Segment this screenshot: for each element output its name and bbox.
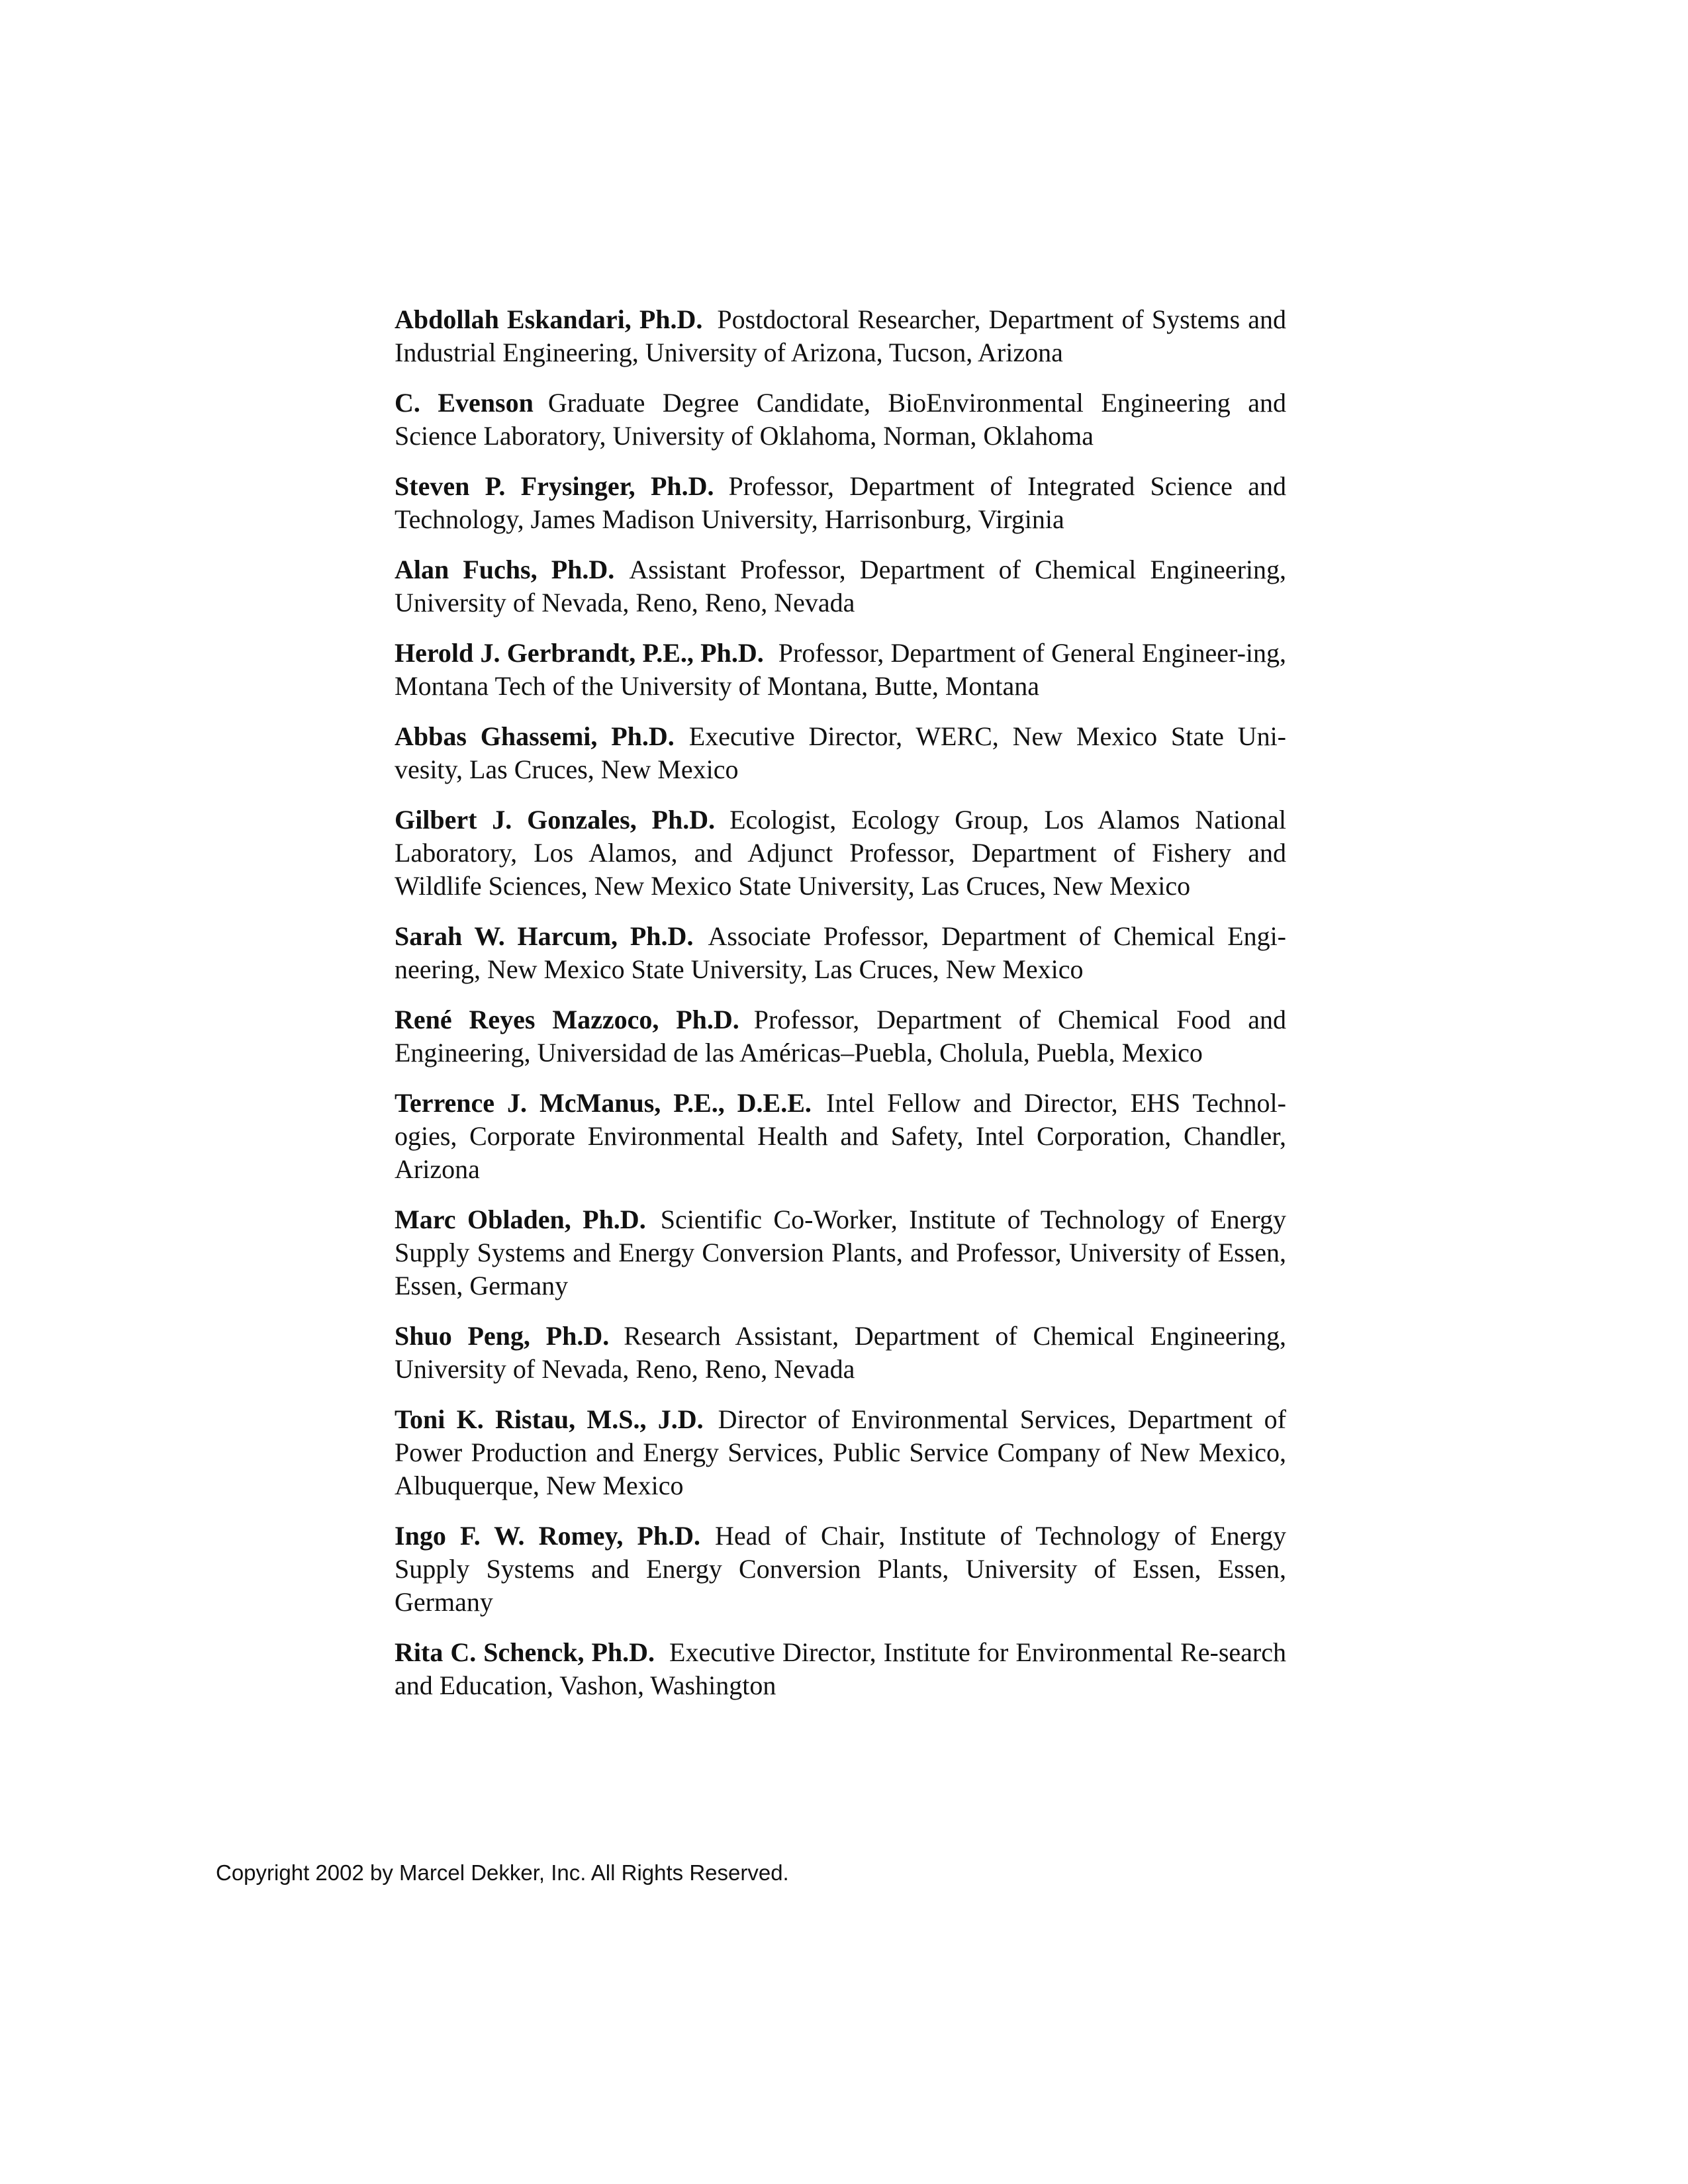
- contributor-list: [395, 303, 1286, 1719]
- contributor-name: Shuo Peng, Ph.D.: [395, 1321, 610, 1351]
- contributor-affiliation: Ecologist, Ecology Group, Los Alamos National Laboratory, Los Alamos, and Adjunct Professor, Department of Fishery and Wildlife Sciences, New Mexico State University, Las Cruces, New Mexico: [395, 805, 1287, 901]
- contributor-name: René Reyes Mazzoco, Ph.D.: [395, 1005, 739, 1034]
- contributor-name: Herold J. Gerbrandt, P.E., Ph.D.: [395, 638, 764, 668]
- contributor-entry: [395, 303, 1286, 369]
- contributor-name: Ingo F. W. Romey, Ph.D.: [395, 1521, 701, 1551]
- contributor-entry: [395, 920, 1286, 986]
- contributor-name: C. Evenson: [395, 388, 534, 418]
- contributor-affiliation: Assistant Professor, Department of Chemical Engineering, University of Nevada, Reno, Reno, Nevada: [395, 555, 1286, 617]
- contributor-entry: [395, 1403, 1286, 1502]
- contributor-affiliation: Director of Environmental Services, Department of Power Production and Energy Services, Public Service Company of New Mexico, Albuquerque, New Mexico: [395, 1404, 1286, 1500]
- contributor-affiliation: Head of Chair, Institute of Technology of Energy Supply Systems and Energy Conversion Plants, University of Essen, Essen, Germany: [395, 1521, 1286, 1617]
- contributor-name: Rita C. Schenck, Ph.D.: [395, 1637, 655, 1667]
- contributor-entry: [395, 1003, 1286, 1069]
- contributor-entry: [395, 1636, 1286, 1702]
- contributor-entry: [395, 720, 1286, 786]
- contributor-entry: [395, 1203, 1286, 1302]
- contributor-affiliation: Professor, Department of General Engineer-ing, Montana Tech of the University of Montana, Butte, Montana: [395, 638, 1286, 701]
- contributor-name: Steven P. Frysinger, Ph.D.: [395, 471, 714, 501]
- contributor-name: Alan Fuchs, Ph.D.: [395, 555, 615, 584]
- contributor-affiliation: Executive Director, Institute for Environmental Re-search and Education, Vashon, Washington: [395, 1637, 1286, 1700]
- contributor-name: Gilbert J. Gonzales, Ph.D.: [395, 805, 716, 835]
- contributor-name: Terrence J. McManus, P.E., D.E.E.: [395, 1088, 812, 1118]
- contributor-affiliation: Professor, Department of Chemical Food and Engineering, Universidad de las Américas–Puebla, Cholula, Puebla, Mexico: [395, 1005, 1286, 1068]
- contributor-affiliation: Professor, Department of Integrated Science and Technology, James Madison University, Harrisonburg, Virginia: [395, 471, 1286, 534]
- contributor-name: Abbas Ghassemi, Ph.D.: [395, 721, 675, 751]
- contributor-entry: [395, 470, 1286, 536]
- contributor-affiliation: Associate Professor, Department of Chemical Engi-neering, New Mexico State University, Las Cruces, New Mexico: [395, 921, 1286, 984]
- contributor-affiliation: Graduate Degree Candidate, BioEnvironmental Engineering and Science Laboratory, University of Oklahoma, Norman, Oklahoma: [395, 388, 1286, 451]
- contributor-entry: [395, 1320, 1286, 1386]
- contributor-entry: [395, 637, 1286, 703]
- contributor-affiliation: Research Assistant, Department of Chemical Engineering, University of Nevada, Reno, Reno, Nevada: [395, 1321, 1287, 1384]
- contributor-name: Sarah W. Harcum, Ph.D.: [395, 921, 694, 951]
- contributor-name: Abdollah Eskandari, Ph.D.: [395, 304, 703, 334]
- contributor-name: Marc Obladen, Ph.D.: [395, 1205, 646, 1234]
- contributor-affiliation: Intel Fellow and Director, EHS Technol-ogies, Corporate Environmental Health and Safety, Intel Corporation, Chandler, Arizona: [395, 1088, 1286, 1184]
- contributor-entry: [395, 553, 1286, 619]
- contributor-affiliation: Postdoctoral Researcher, Department of Systems and Industrial Engineering, University of Arizona, Tucson, Arizona: [395, 304, 1286, 367]
- contributor-entry: [395, 803, 1286, 903]
- contributor-affiliation: Executive Director, WERC, New Mexico State Uni-vesity, Las Cruces, New Mexico: [395, 721, 1286, 784]
- copyright-notice: Copyright 2002 by Marcel Dekker, Inc. All Rights Reserved.: [216, 1860, 789, 1885]
- contributor-entry: [395, 1520, 1286, 1619]
- contributor-name: Toni K. Ristau, M.S., J.D.: [395, 1404, 704, 1434]
- contributor-affiliation: Scientific Co-Worker, Institute of Technology of Energy Supply Systems and Energy Conversion Plants, and Professor, University of Essen, Essen, Germany: [395, 1205, 1286, 1300]
- contributor-entry: [395, 1087, 1286, 1186]
- contributor-entry: [395, 387, 1286, 453]
